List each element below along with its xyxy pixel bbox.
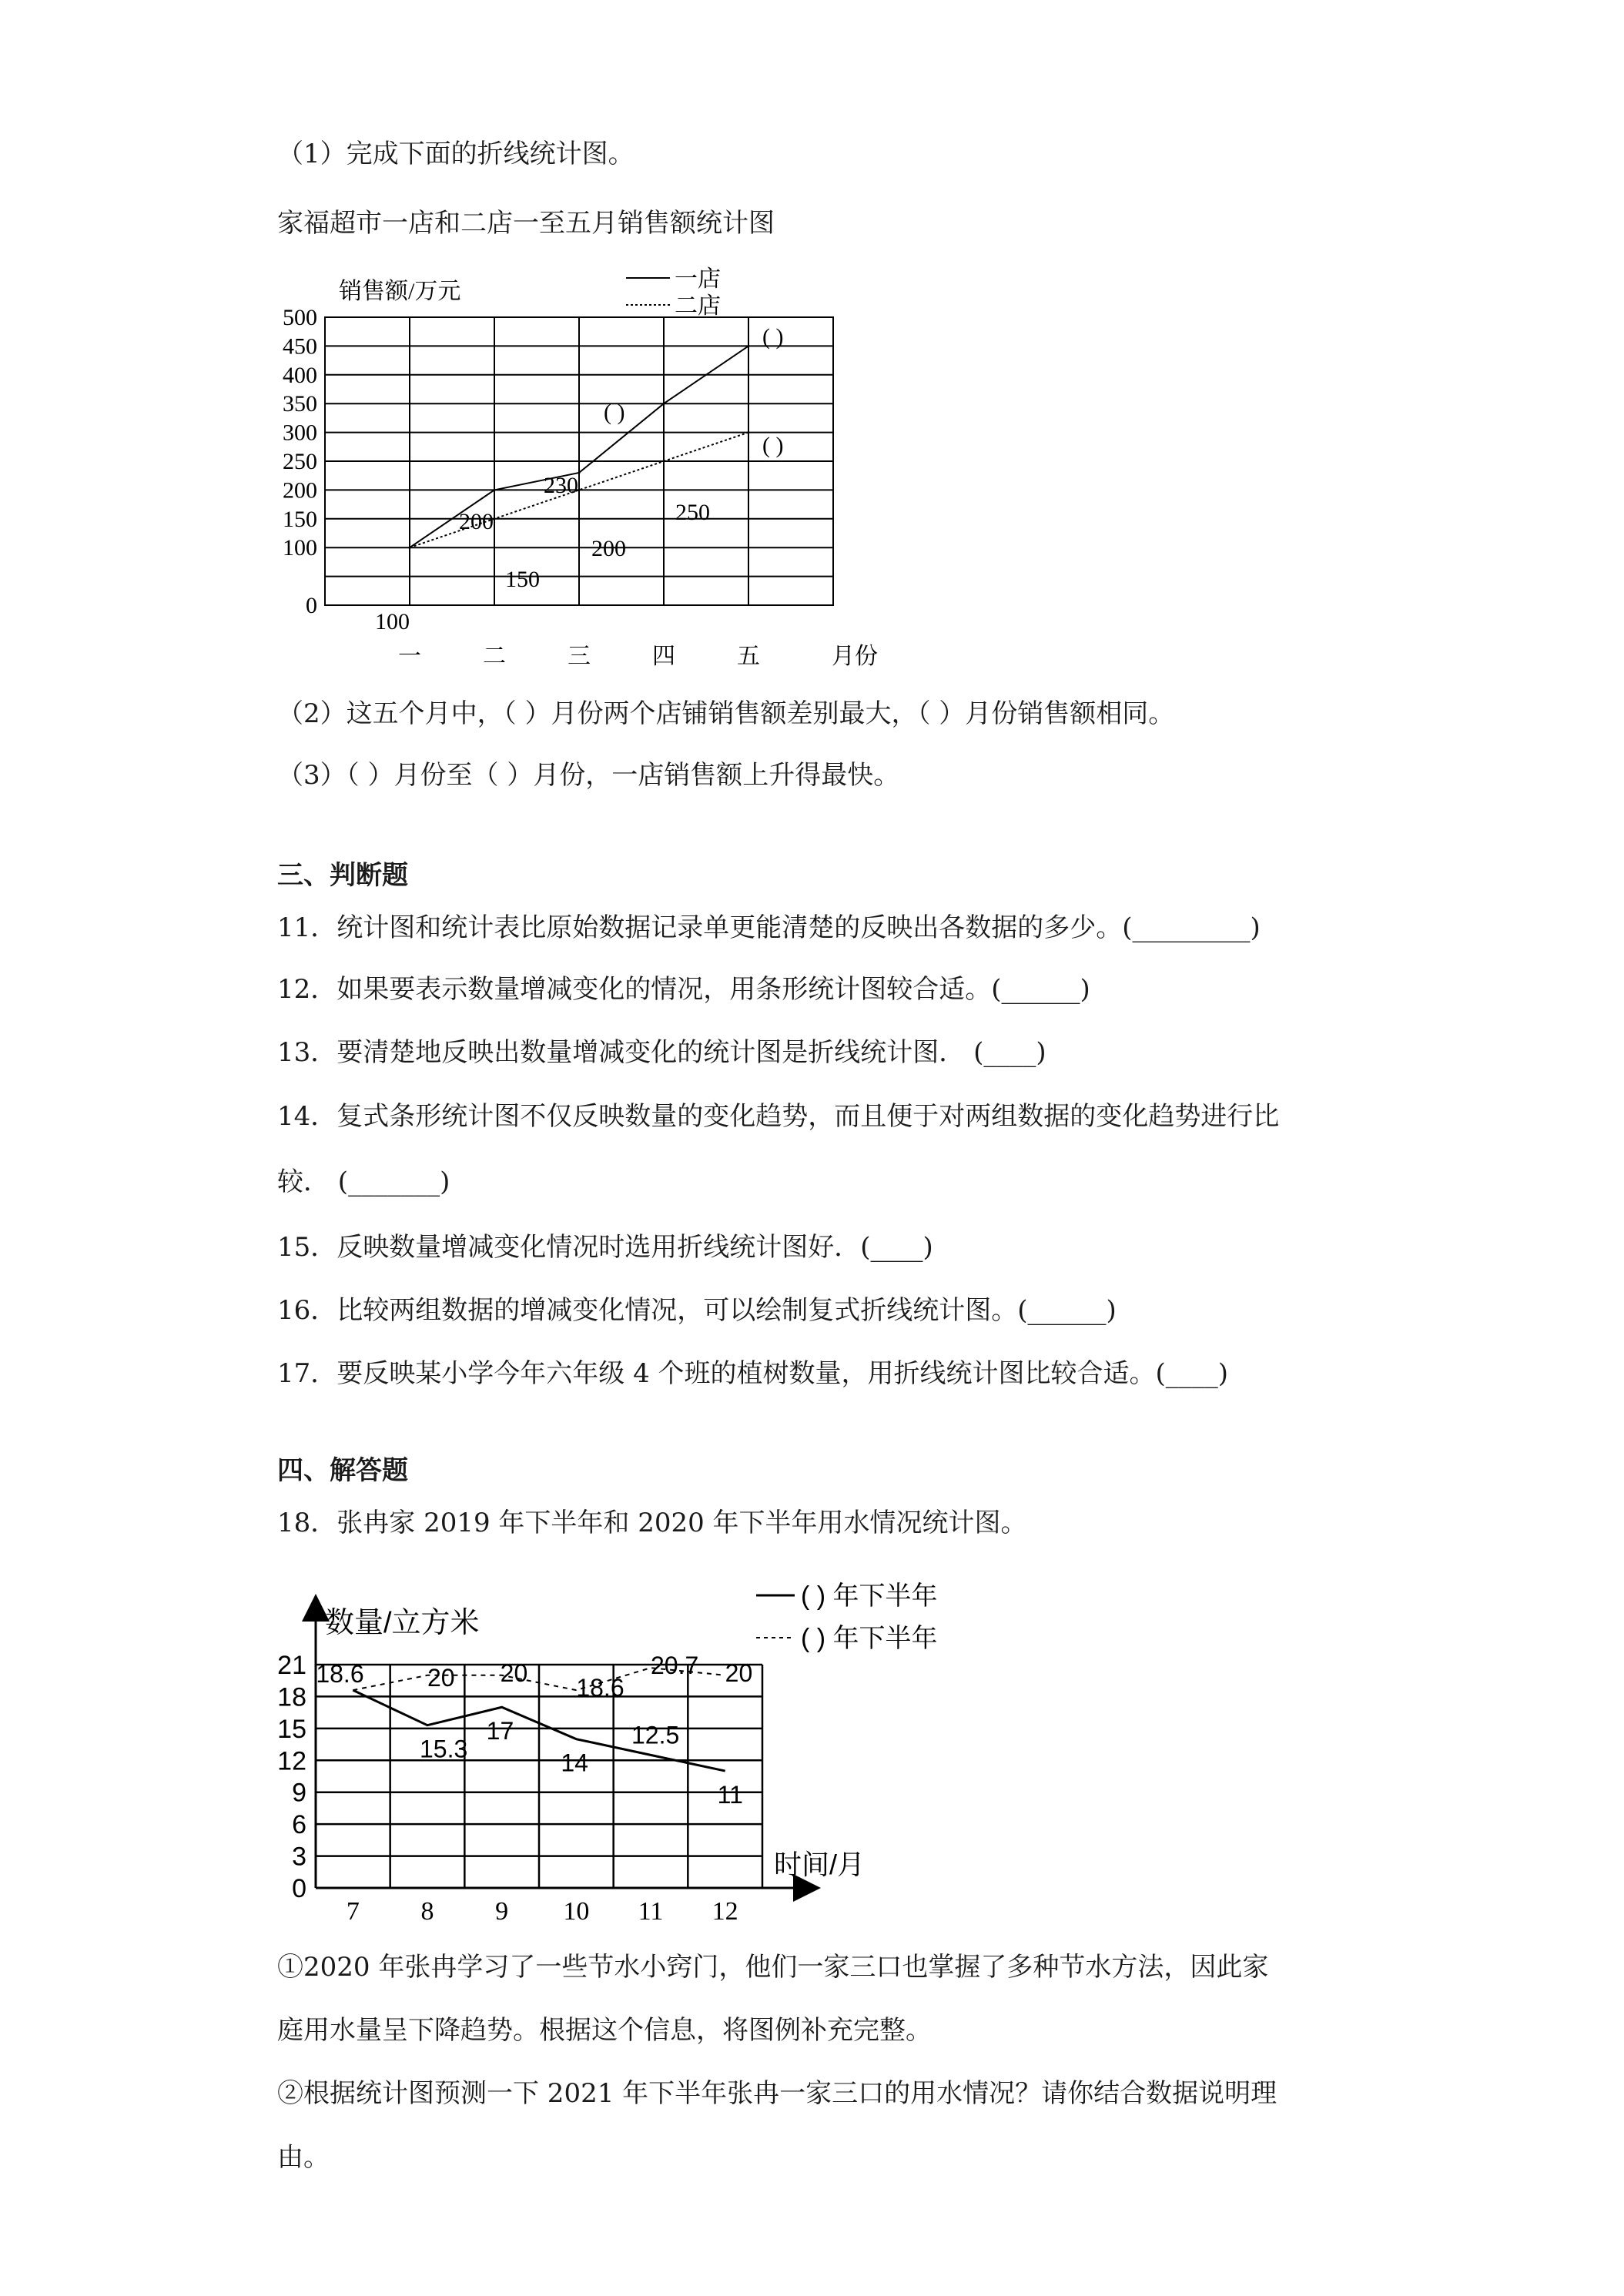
- item-15: 15．反映数量增减变化情况时选用折线统计图好．(____): [277, 1232, 933, 1263]
- chart2-y-tick: 18: [277, 1682, 306, 1712]
- chart1-ylabel: 销售额/万元: [339, 279, 461, 304]
- chart2-x-tick: 9: [495, 1897, 509, 1926]
- chart1-y-tick: 0: [306, 593, 317, 618]
- chart2-data-label: 15.3: [420, 1735, 468, 1763]
- chart2-y-tick: 0: [292, 1874, 306, 1903]
- chart2-y-tick: 21: [277, 1651, 306, 1680]
- chart2-data-label: 20: [500, 1658, 528, 1687]
- chart1-xlabel: 月份: [832, 644, 878, 669]
- legend-dashed: ( ) 年下半年: [801, 1624, 938, 1653]
- question-18-2-line1: ②根据统计图预测一下 2021 年下半年张冉一家三口的用水情况？请你结合数据说明理: [277, 2078, 1277, 2109]
- label-200b: 200: [591, 536, 626, 561]
- chart2-data-label: 17: [486, 1717, 514, 1745]
- section-4-title: 四、解答题: [277, 1455, 408, 1486]
- label-150: 150: [505, 567, 540, 592]
- chart1-point: [663, 460, 665, 463]
- chart-1-title: 家福超市一店和二店一至五月销售额统计图: [277, 208, 775, 239]
- blank-april: ( ): [604, 400, 625, 425]
- section-3-title: 三、判断题: [277, 860, 408, 891]
- chart1-y-tick: 250: [283, 449, 317, 474]
- question-18: 18．张冉家 2019 年下半年和 2020 年下半年用水情况统计图。: [277, 1508, 1027, 1538]
- chart1-point: [409, 547, 411, 549]
- chart1-point: [494, 489, 496, 491]
- chart2-y-tick: 12: [277, 1746, 306, 1776]
- chart1-y-tick: 450: [283, 333, 317, 360]
- chart1-y-tick: 100: [283, 535, 317, 561]
- chart2-x-tick: 10: [563, 1897, 590, 1926]
- question-3-text: （3）（ ）月份至（ ）月份，一店销售额上升得最快。: [277, 760, 900, 791]
- label-100: 100: [375, 609, 410, 634]
- chart1-point: [663, 403, 665, 405]
- chart1-x-tick: 五: [737, 644, 760, 669]
- label-230: 230: [544, 473, 578, 498]
- chart2-data-label: 20.7: [651, 1652, 699, 1680]
- chart1-legend: [626, 266, 721, 319]
- question-18-1-line1: ①2020 年张冉学习了一些节水小窍门，他们一家三口也掌握了多种节水方法，因此家: [277, 1952, 1269, 1983]
- chart1-grid: [325, 317, 833, 605]
- chart1-y-tick: 300: [283, 420, 317, 446]
- chart2-y-tick: 15: [277, 1714, 306, 1744]
- chart1-point: [748, 345, 750, 347]
- chart2-data-label: 20: [427, 1663, 455, 1692]
- chart1-x-tick: 二: [483, 644, 506, 669]
- question-2-text: （2）这五个月中，（ ）月份两个店铺销售额差别最大，（ ）月份销售额相同。: [277, 698, 1175, 729]
- chart2-data-label: 14: [561, 1749, 588, 1777]
- question-18-2-line2: 由。: [277, 2142, 330, 2173]
- chart2-x-ticks: [347, 1897, 738, 1926]
- item-13: 13．要清楚地反映出数量增减变化的统计图是折线统计图． (____): [277, 1037, 1046, 1068]
- label-200: 200: [459, 509, 494, 534]
- chart2-x-tick: 12: [712, 1897, 738, 1926]
- chart2-data-label: 18.6: [316, 1660, 364, 1689]
- chart2-x-tick: 11: [638, 1897, 664, 1926]
- chart2-legend: [756, 1581, 938, 1653]
- item-12: 12．如果要表示数量增减变化的情况，用条形统计图较合适。(______): [277, 974, 1090, 1005]
- label-250: 250: [675, 500, 710, 525]
- chart1-y-tick: 500: [283, 305, 317, 330]
- blank-may-1: ( ): [762, 324, 784, 350]
- chart1-y-tick: 350: [283, 391, 317, 417]
- chart1-x-tick: 一: [398, 644, 421, 669]
- chart1-x-tick: 三: [568, 644, 591, 669]
- chart2-y-tick: 9: [292, 1778, 306, 1808]
- water-usage-chart: [277, 1571, 1032, 1933]
- chart2-y-ticks: [277, 1651, 306, 1903]
- chart1-x-tick: 四: [652, 644, 675, 669]
- chart2-y-tick: 6: [292, 1810, 306, 1840]
- chart2-data-label: 18.6: [576, 1674, 624, 1702]
- item-17: 17．要反映某小学今年六年级 4 个班的植树数量，用折线统计图比较合适。(____): [277, 1358, 1229, 1389]
- item-16: 16．比较两组数据的增减变化情况，可以绘制复式折线统计图。(______): [277, 1295, 1117, 1326]
- chart1-y-tick: 400: [283, 362, 317, 388]
- question-1-text: （1）完成下面的折线统计图。: [277, 139, 635, 169]
- chart2-x-tick: 8: [420, 1897, 434, 1926]
- item-14-cont: 较． (_______): [277, 1166, 450, 1197]
- chart2-y-tick: 3: [292, 1842, 306, 1872]
- chart1-y-tick: 200: [283, 477, 317, 504]
- chart1-x-ticks: [398, 644, 760, 669]
- chart1-y-ticks: [283, 305, 317, 618]
- chart2-data-label: 20: [725, 1658, 753, 1687]
- blank-may-2: ( ): [762, 433, 784, 458]
- chart1-point: [748, 431, 750, 433]
- chart2-ylabel: 数量/立方米: [325, 1607, 480, 1639]
- chart2-x-tick: 7: [346, 1897, 360, 1926]
- question-18-1-line2: 庭用水量呈下降趋势。根据这个信息，将图例补充完整。: [277, 2015, 932, 2046]
- chart1-y-tick: 150: [283, 506, 317, 532]
- item-11: 11．统计图和统计表比原始数据记录单更能清楚的反映出各数据的多少。(_________): [277, 912, 1261, 943]
- legend-store-1: 一店: [675, 266, 721, 292]
- legend-store-2: 二店: [675, 293, 721, 319]
- chart2-data-label: 11: [717, 1781, 743, 1809]
- item-14: 14．复式条形统计图不仅反映数量的变化趋势，而且便于对两组数据的变化趋势进行比: [277, 1101, 1280, 1132]
- chart2-xlabel: 时间/月: [774, 1849, 866, 1880]
- chart1-blanks: [604, 324, 783, 458]
- chart1-point-labels: [375, 473, 710, 634]
- chart2-data-label: 12.5: [631, 1721, 680, 1749]
- legend-solid: ( ) 年下半年: [801, 1581, 938, 1611]
- sales-line-chart: [262, 254, 924, 685]
